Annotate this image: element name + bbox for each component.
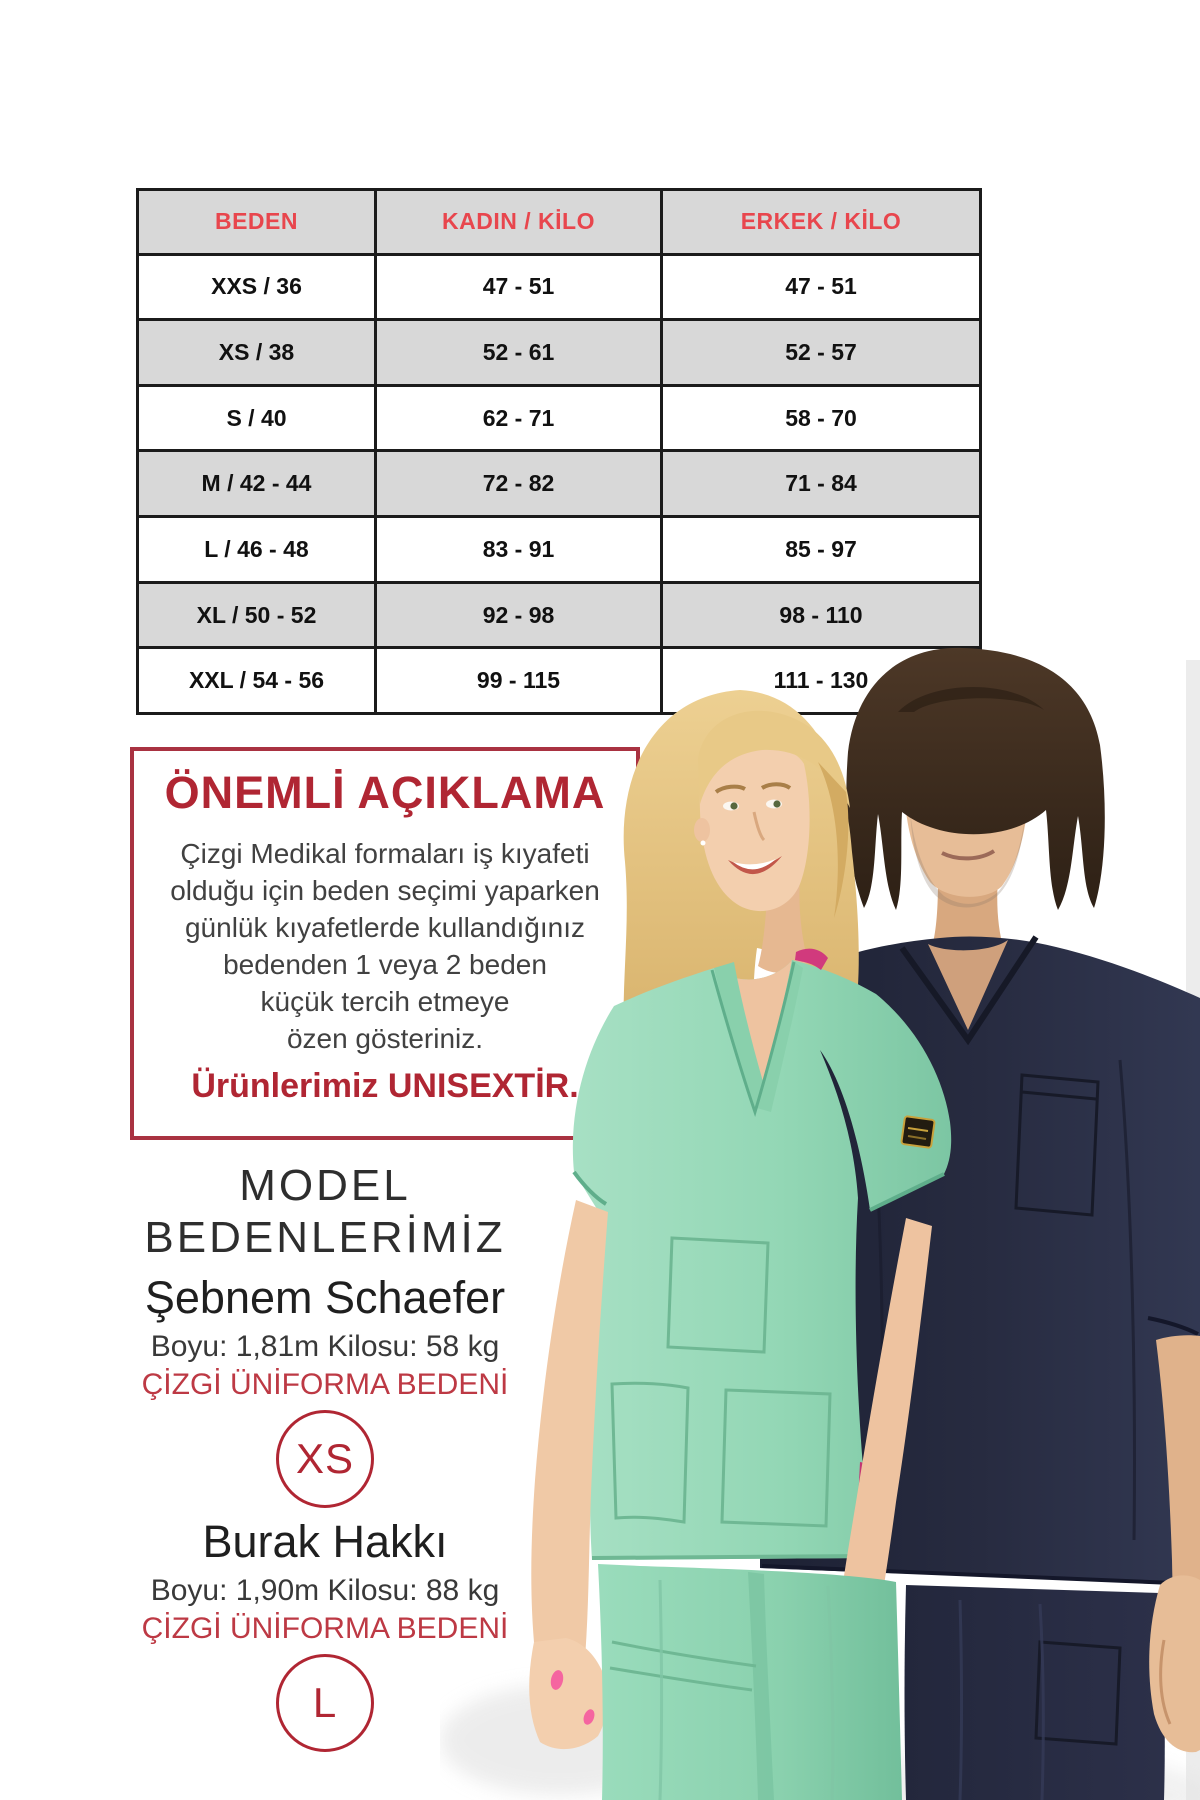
woman-left-hand	[529, 1638, 607, 1749]
model2-size-badge	[276, 1654, 374, 1752]
header-kadin-kilo: KADIN / KİLO	[376, 190, 662, 255]
model2-size: L	[312, 1679, 338, 1726]
unisex-note: Ürünlerimiz UNISEXTİR.	[191, 1067, 579, 1105]
model1-uniform-label: ÇİZGİ ÜNİFORMA BEDENİ	[141, 1368, 509, 1401]
cell-beden: XXS / 36	[138, 254, 376, 320]
cell-erkek: 58 - 70	[662, 385, 981, 451]
cell-beden: XXL / 54 - 56	[138, 648, 376, 714]
model1-name: Şebnem Schaefer	[144, 1272, 506, 1323]
notice-line: Çizgi Medikal formaları iş kıyafeti	[180, 838, 590, 869]
table-row	[138, 320, 981, 386]
table-row	[138, 451, 981, 517]
cell-beden: M / 42 - 44	[138, 451, 376, 517]
model1-size-badge	[276, 1410, 374, 1508]
models-heading-line1: MODEL	[239, 1161, 411, 1210]
header-beden: BEDEN	[138, 190, 376, 255]
size-chart-header-row	[138, 190, 981, 255]
cell-erkek: 85 - 97	[662, 517, 981, 583]
models-photo	[440, 555, 1200, 1800]
cell-beden: XS / 38	[138, 320, 376, 386]
cell-beden: S / 40	[138, 385, 376, 451]
notice-line: özen gösteriniz.	[286, 1023, 484, 1054]
cell-erkek: 47 - 51	[662, 254, 981, 320]
cell-erkek: 111 - 130	[662, 648, 981, 714]
model2-stats: Boyu: 1,90m Kilosu: 88 kg	[150, 1574, 500, 1607]
models-heading-line2: BEDENLERİMİZ	[144, 1213, 506, 1262]
model1-size: XS	[295, 1435, 355, 1482]
woman-earring	[701, 841, 706, 846]
cell-kadin: 92 - 98	[376, 582, 662, 648]
woman-ear	[694, 818, 710, 842]
table-row	[138, 385, 981, 451]
cell-erkek: 52 - 57	[662, 320, 981, 386]
cell-kadin: 62 - 71	[376, 385, 662, 451]
cell-erkek: 71 - 84	[662, 451, 981, 517]
cell-beden: XL / 50 - 52	[138, 582, 376, 648]
cell-kadin: 99 - 115	[376, 648, 662, 714]
cell-beden: L / 46 - 48	[138, 517, 376, 583]
model1-stats: Boyu: 1,81m Kilosu: 58 kg	[150, 1330, 500, 1363]
table-row	[138, 254, 981, 320]
notice-line: bedenden 1 veya 2 beden	[223, 949, 547, 980]
model2-uniform-label: ÇİZGİ ÜNİFORMA BEDENİ	[141, 1612, 509, 1645]
cell-erkek: 98 - 110	[662, 582, 981, 648]
cell-kadin: 83 - 91	[376, 517, 662, 583]
notice-line: küçük tercih etmeye	[260, 986, 510, 1017]
model2-name: Burak Hakkı	[202, 1516, 448, 1567]
cell-kadin: 72 - 82	[376, 451, 662, 517]
notice-line: günlük kıyafetlerde kullandığınız	[184, 912, 586, 943]
brand-tag-icon	[901, 1116, 935, 1148]
woman-top-hem	[592, 1556, 870, 1558]
cell-kadin: 52 - 61	[376, 320, 662, 386]
header-erkek-kilo: ERKEK / KİLO	[662, 190, 981, 255]
man-scrub-pants	[905, 1585, 1165, 1800]
notice-line: olduğu için beden seçimi yaparken	[170, 875, 600, 906]
notice-title: ÖNEMLİ AÇIKLAMA	[164, 767, 606, 818]
cell-kadin: 47 - 51	[376, 254, 662, 320]
